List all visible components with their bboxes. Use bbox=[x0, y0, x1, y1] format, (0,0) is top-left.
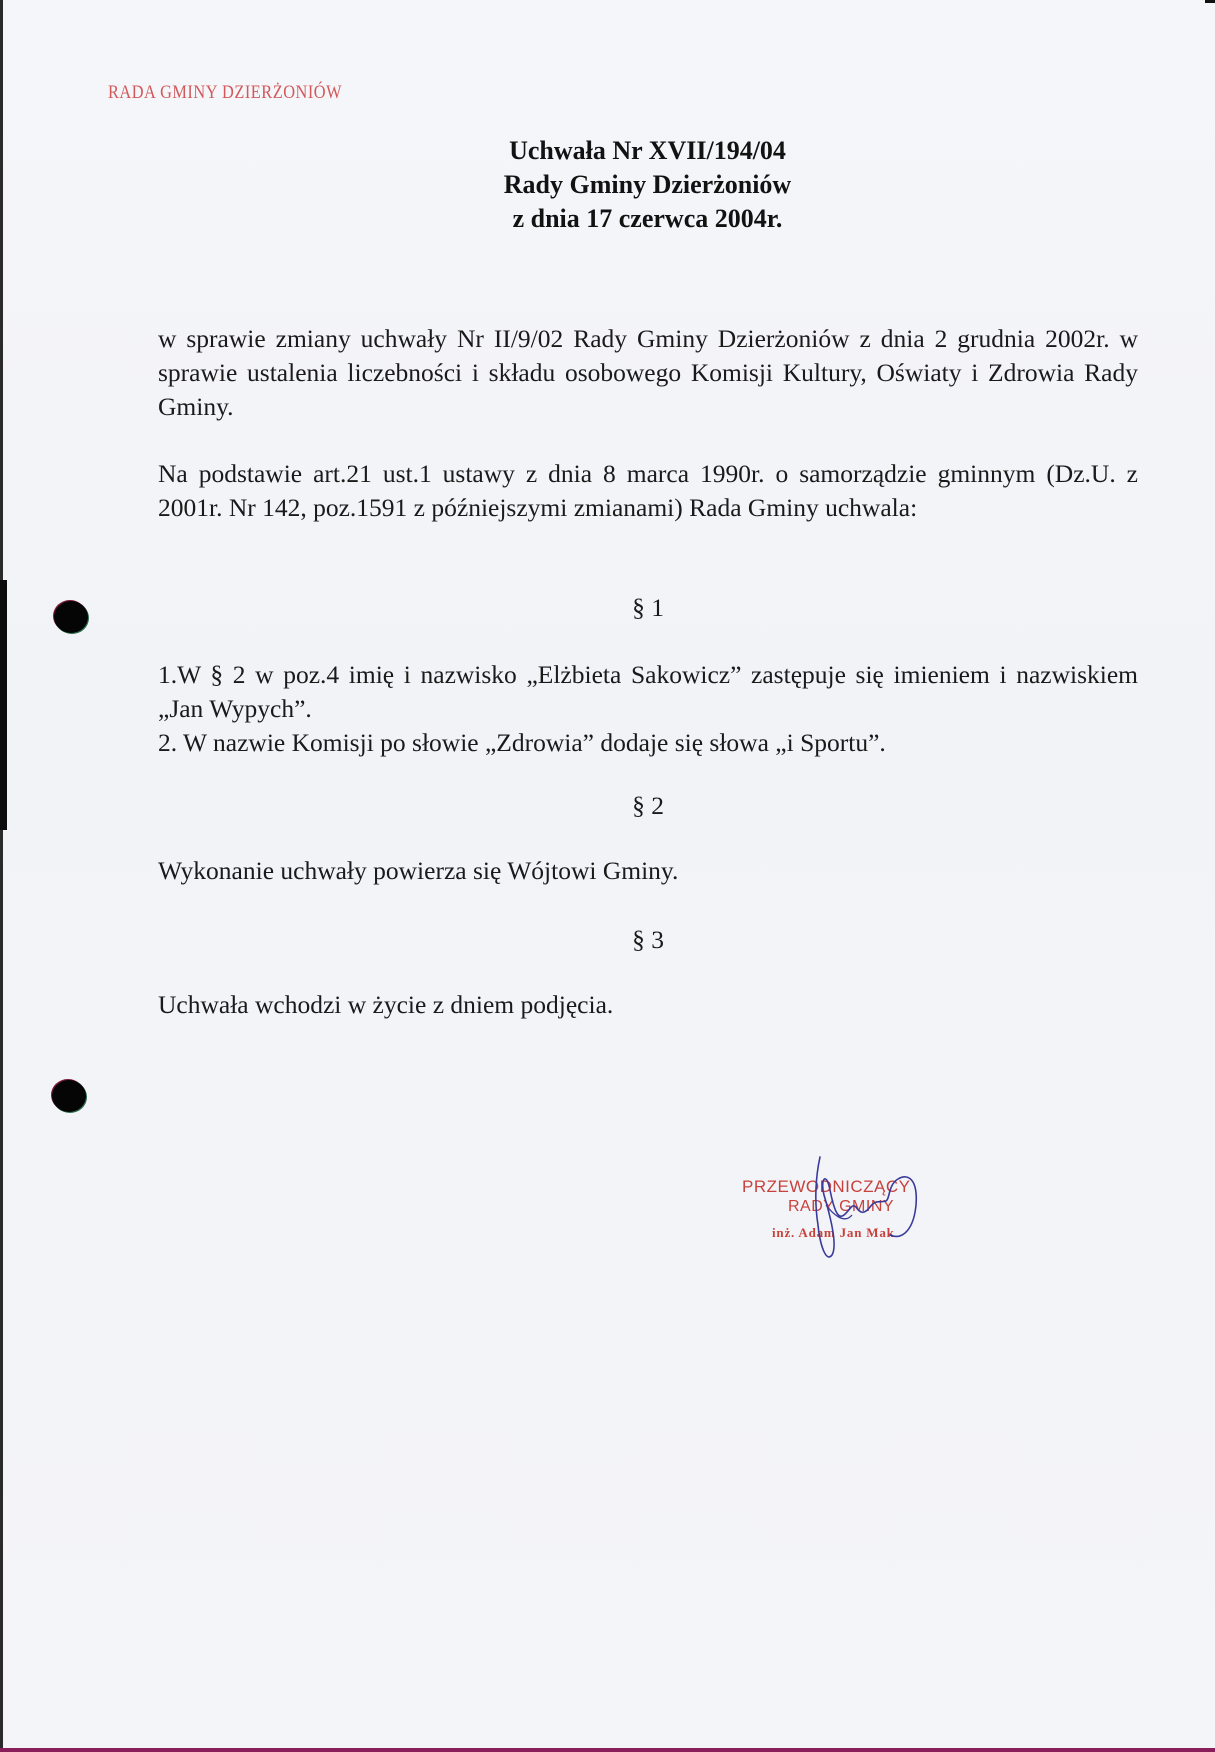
subject-paragraph: w sprawie zmiany uchwały Nr II/9/02 Rady Gminy Dzierżoniów z dnia 2 grudnia 2002r. w sprawie ustalenia liczebności i składu osobowego Komisji Kultury, Oświaty i Zdrowia Rady Gminy. bbox=[158, 324, 1138, 421]
section-heading-2: § 2 bbox=[632, 791, 664, 820]
punch-hole-icon bbox=[52, 1080, 86, 1112]
section-3-text: Uchwała wchodzi w życie z dniem podjęcia. bbox=[158, 990, 614, 1019]
scan-border-shadow bbox=[0, 580, 7, 830]
resolution-title bbox=[0, 134, 1215, 236]
stamp-line-council: RADY GMINY bbox=[788, 1198, 895, 1215]
scan-border-left bbox=[0, 0, 3, 1752]
scan-corner-mark bbox=[1205, 0, 1215, 3]
legal-basis-paragraph: Na podstawie art.21 ust.1 ustawy z dnia 8 marca 1990r. o samorządzie gminnym (Dz.U. z 2001r. Nr 142, poz.1591 z późniejszymi zmianami) Rada Gminy uchwala: bbox=[158, 459, 1138, 522]
title-council: Rady Gminy Dzierżoniów bbox=[503, 170, 792, 199]
title-number: Uchwała Nr XVII/194/04 bbox=[509, 136, 786, 165]
stamp-graphic bbox=[740, 1155, 970, 1265]
section-heading-1: § 1 bbox=[632, 593, 664, 622]
section-2-text: Wykonanie uchwały powierza się Wójtowi Gminy. bbox=[158, 856, 679, 885]
chairman-stamp bbox=[740, 1155, 970, 1265]
letterhead: RADA GMINY DZIERŻONIÓW bbox=[108, 82, 343, 103]
section-heading-3: § 3 bbox=[632, 925, 664, 954]
stamp-line-name: inż. Adam Jan Mak bbox=[772, 1225, 895, 1240]
title-date: z dnia 17 czerwca 2004r. bbox=[512, 204, 783, 233]
section-1-item-1: 1.W § 2 w poz.4 imię i nazwisko „Elżbieta Sakowicz” zastępuje się imieniem i nazwiskiem „Jan Wypych”. bbox=[158, 660, 1138, 723]
stamp-line-title: PRZEWODNICZĄCY bbox=[742, 1177, 911, 1196]
scan-border-bottom bbox=[0, 1748, 1215, 1752]
section-1-item-2: 2. W nazwie Komisji po słowie „Zdrowia” dodaje się słowa „i Sportu”. bbox=[158, 728, 886, 757]
punch-hole-icon bbox=[54, 601, 88, 633]
